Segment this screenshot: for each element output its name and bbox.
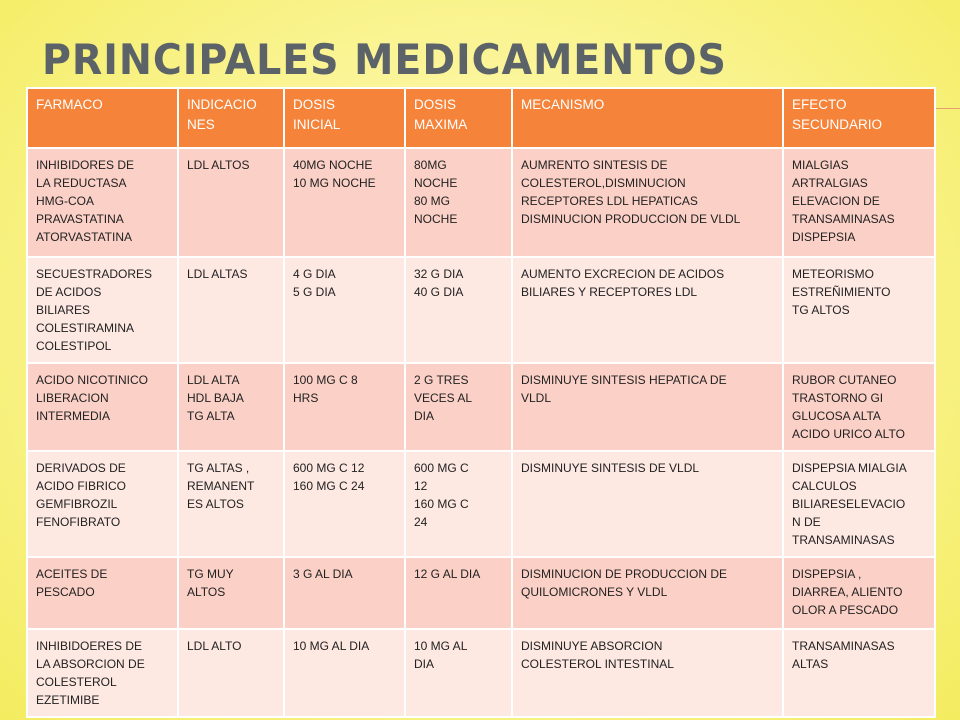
cell-indicaciones: LDL ALTO (178, 629, 284, 717)
cell-efecto-secundario: MIALGIAS ARTRALGIAS ELEVACION DE TRANSAMINASAS DISPEPSIA (783, 148, 935, 257)
cell-indicaciones: TG ALTAS , REMANENT ES ALTOS (178, 451, 284, 557)
cell-efecto-secundario: METEORISMO ESTREÑIMIENTO TG ALTOS (783, 257, 935, 363)
cell-farmaco: ACEITES DE PESCADO (27, 557, 178, 629)
cell-mecanismo: DISMINUCION DE PRODUCCION DE QUILOMICRONES Y VLDL (512, 557, 783, 629)
cell-farmaco: INHIBIDORES DE LA REDUCTASA HMG-COA PRAVASTATINA ATORVASTATINA (27, 148, 178, 257)
cell-dosis-maxima: 32 G DIA 40 G DIA (405, 257, 512, 363)
table-row (27, 451, 935, 557)
cell-farmaco: INHIBIDOERES DE LA ABSORCION DE COLESTEROL EZETIMIBE (27, 629, 178, 717)
cell-dosis-maxima: 80MG NOCHE 80 MG NOCHE (405, 148, 512, 257)
table-row (27, 629, 935, 717)
cell-dosis-inicial: 600 MG C 12 160 MG C 24 (284, 451, 405, 557)
table-row (27, 557, 935, 629)
header-farmaco: FARMACO (27, 88, 178, 148)
header-indicaciones: INDICACIO NES (178, 88, 284, 148)
cell-efecto-secundario: DISPEPSIA , DIARREA, ALIENTO OLOR A PESCADO (783, 557, 935, 629)
header-dosis-maxima: DOSIS MAXIMA (405, 88, 512, 148)
cell-mecanismo: DISMINUYE SINTESIS HEPATICA DE VLDL (512, 363, 783, 451)
cell-mecanismo: DISMINUYE SINTESIS DE VLDL (512, 451, 783, 557)
cell-mecanismo: DISMINUYE ABSORCION COLESTEROL INTESTINAL (512, 629, 783, 717)
cell-dosis-inicial: 40MG NOCHE 10 MG NOCHE (284, 148, 405, 257)
cell-farmaco: DERIVADOS DE ACIDO FIBRICO GEMFIBROZIL FENOFIBRATO (27, 451, 178, 557)
cell-mecanismo: AUMRENTO SINTESIS DE COLESTEROL,DISMINUCION RECEPTORES LDL HEPATICAS DISMINUCION PRODUCCION DE VLDL (512, 148, 783, 257)
table-header-row (27, 88, 935, 148)
cell-indicaciones: LDL ALTA HDL BAJA TG ALTA (178, 363, 284, 451)
header-dosis-inicial: DOSIS INICIAL (284, 88, 405, 148)
cell-dosis-inicial: 4 G DIA 5 G DIA (284, 257, 405, 363)
cell-indicaciones: LDL ALTAS (178, 257, 284, 363)
medications-table (26, 87, 936, 718)
cell-dosis-inicial: 100 MG C 8 HRS (284, 363, 405, 451)
cell-farmaco: ACIDO NICOTINICO LIBERACION INTERMEDIA (27, 363, 178, 451)
cell-dosis-maxima: 10 MG AL DIA (405, 629, 512, 717)
cell-dosis-maxima: 12 G AL DIA (405, 557, 512, 629)
cell-mecanismo: AUMENTO EXCRECION DE ACIDOS BILIARES Y RECEPTORES LDL (512, 257, 783, 363)
cell-indicaciones: LDL ALTOS (178, 148, 284, 257)
cell-efecto-secundario: TRANSAMINASAS ALTAS (783, 629, 935, 717)
header-efecto-secundario: EFECTO SECUNDARIO (783, 88, 935, 148)
cell-dosis-inicial: 10 MG AL DIA (284, 629, 405, 717)
table-row (27, 257, 935, 363)
table-row (27, 148, 935, 257)
cell-dosis-maxima: 2 G TRES VECES AL DIA (405, 363, 512, 451)
cell-dosis-inicial: 3 G AL DIA (284, 557, 405, 629)
cell-indicaciones: TG MUY ALTOS (178, 557, 284, 629)
cell-efecto-secundario: RUBOR CUTANEO TRASTORNO GI GLUCOSA ALTA ACIDO URICO ALTO (783, 363, 935, 451)
table-row (27, 363, 935, 451)
cell-farmaco: SECUESTRADORES DE ACIDOS BILIARES COLESTIRAMINA COLESTIPOL (27, 257, 178, 363)
cell-efecto-secundario: DISPEPSIA MIALGIA CALCULOS BILIARESELEVACIO N DE TRANSAMINASAS (783, 451, 935, 557)
slide-title: PRINCIPALES MEDICAMENTOS (42, 35, 727, 84)
header-mecanismo: MECANISMO (512, 88, 783, 148)
cell-dosis-maxima: 600 MG C 12 160 MG C 24 (405, 451, 512, 557)
